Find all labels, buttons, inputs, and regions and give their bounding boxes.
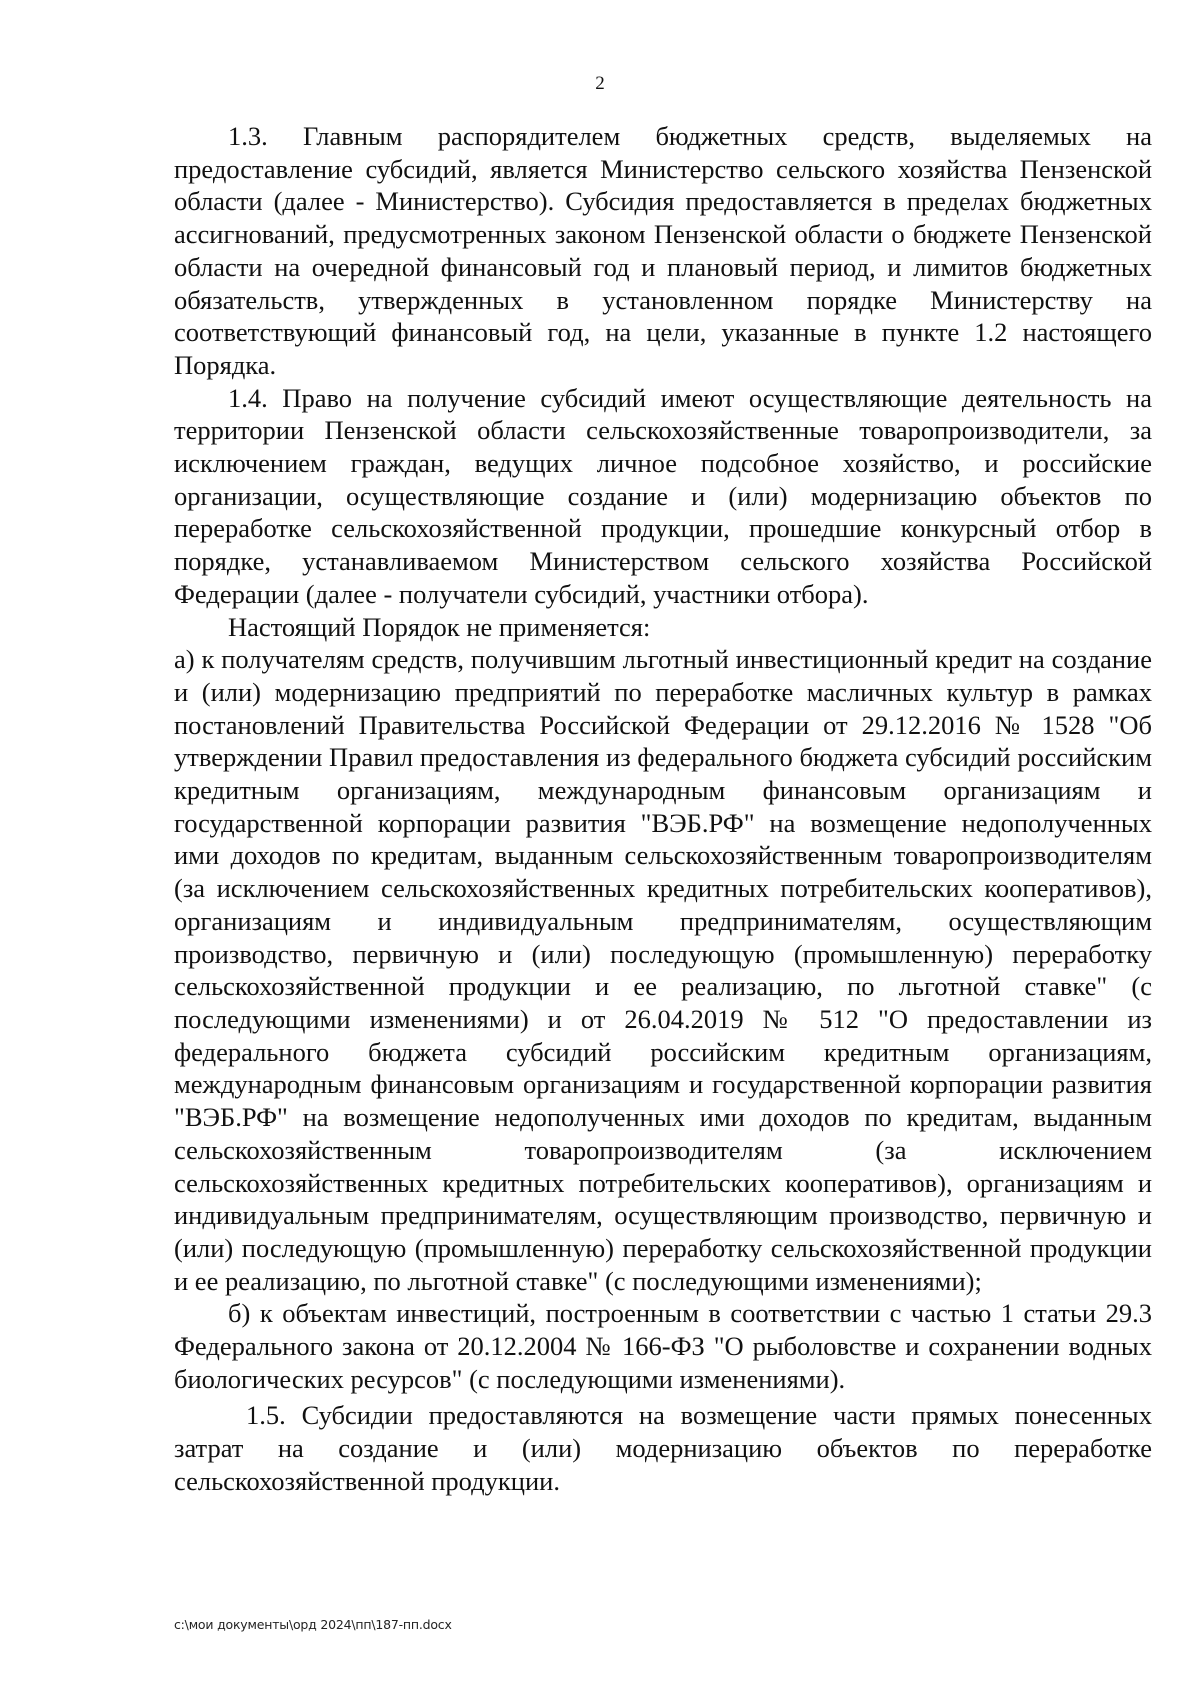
footer-file-path: c:\мои документы\орд 2024\пп\187-пп.docx: [174, 1617, 452, 1632]
document-body: [174, 120, 1152, 1498]
paragraph-exclusion-b: б) к объектам инвестиций, построенным в соответствии с частью 1 статьи 29.3 Федерального закона от 20.12.2004 № 166-ФЗ "О рыболовстве и сохранении водных биологических ресурсов" (с последующими изменениями).: [174, 1298, 1152, 1394]
paragraph-exclusion-a: а) к получателям средств, получившим льготный инвестиционный кредит на создание и (или) модернизацию предприятий по переработке масличных культур в рамках постановлений Правительства Российской Федерации от 29.12.2016 № 1528 "Об утверждении Правил предоставления из федерального бюджета субсидий российским кредитным организациям, международным финансовым организациям и государственной корпорации развития "ВЭБ.РФ" на возмещение недополученных ими доходов по кредитам, выданным сельскохозяйственным товаропроизводителям (за исключением сельскохозяйственных кредитных потребительских кооперативов), организациям и индивидуальным предпринимателям, осуществляющим производство, первичную и (или) последующую (промышленную) переработку сельскохозяйственной продукции и ее реализацию, по льготной ставке" (с последующими изменениями) и от 26.04.2019 № 512 "О предоставлении из федерального бюджета субсидий российским кредитным организациям, международным финансовым организациям и государственной корпорации развития "ВЭБ.РФ" на возмещение недополученных ими доходов по кредитам, выданным сельскохозяйственным товаропроизводителям (за исключением сельскохозяйственных кредитных потребительских кооперативов), организациям и индивидуальным предпринимателям, осуществляющим производство, первичную и (или) последующую (промышленную) переработку сельскохозяйственной продукции и ее реализацию, по льготной ставке" (с последующими изменениями);: [174, 644, 1152, 1296]
paragraph-1-3: 1.3. Главным распорядителем бюджетных средств, выделяемых на предоставление субсидий, является Министерство сельского хозяйства Пензенской области (далее - Министерство). Субсидия предоставляется в пределах бюджетных ассигнований, предусмотренных законом Пензенской области о бюджете Пензенской области на очередной финансовый год и плановый период, и лимитов бюджетных обязательств, утвержденных в установленном порядке Министерству на соответствующий финансовый год, на цели, указанные в пункте 1.2 настоящего Порядка.: [174, 121, 1152, 380]
paragraph-exclusions-intro: Настоящий Порядок не применяется:: [228, 611, 651, 642]
paragraph-1-5: 1.5. Субсидии предоставляются на возмещение части прямых понесенных затрат на создание и (или) модернизацию объектов по переработке сельскохозяйственной продукции.: [174, 1400, 1152, 1496]
page-number: 2: [595, 73, 605, 94]
paragraph-1-4: 1.4. Право на получение субсидий имеют осуществляющие деятельность на территории Пензенской области сельскохозяйственные товаропроизводители, за исключением граждан, ведущих личное подсобное хозяйство, и российские организации, осуществляющие создание и (или) модернизацию объектов по переработке сельскохозяйственной продукции, прошедшие конкурсный отбор в порядке, устанавливаемом Министерством сельского хозяйства Российской Федерации (далее - получатели субсидий, участники отбора).: [174, 382, 1152, 609]
